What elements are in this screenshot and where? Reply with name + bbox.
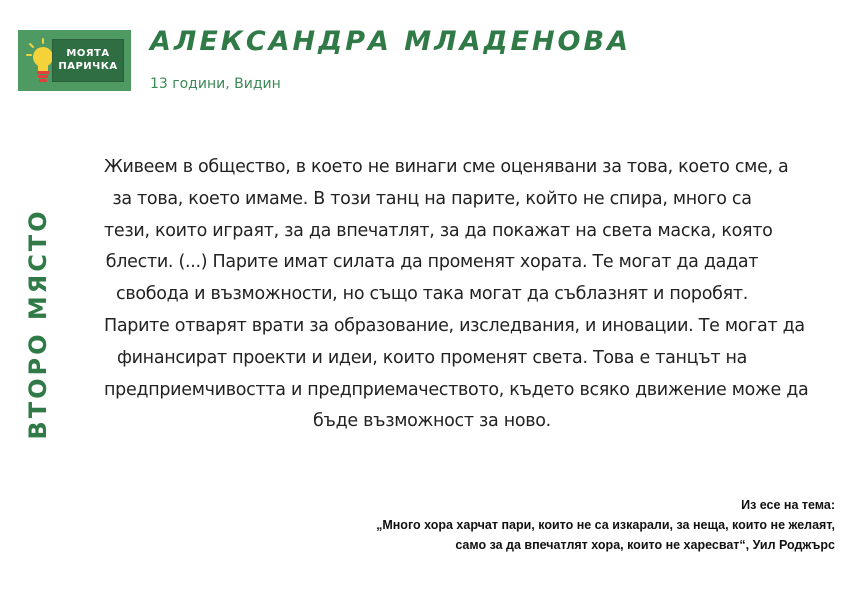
logo-text-box [52, 39, 124, 82]
essay-line: финансират проекти и идеи, които променят света. Това е танцът на [116, 347, 748, 368]
essay-line: предприемчивостта и предприемачеството, където всяко движение може да [104, 379, 809, 400]
essay-topic-quote-line-2: само за да впечатлят хора, които не харесват“, Уил Роджърс [455, 538, 835, 552]
award-label [18, 208, 58, 440]
essay-line: за това, което имаме. В този танц на парите, който не спира, много са [112, 188, 752, 209]
essay-topic-label: Из есе на тема: [741, 498, 835, 512]
award-label-text: ВТОРО МЯСТО [24, 208, 52, 440]
author-name: АЛЕКСАНДРА МЛАДЕНОВА [150, 26, 631, 57]
essay-line: бъде възможност за ново. [313, 411, 551, 432]
logo-line-2: ПАРИЧКА [58, 61, 118, 72]
essay-topic [376, 495, 835, 555]
author-age-city: 13 години, Видин [150, 76, 281, 92]
logo [18, 30, 131, 91]
essay-line: тези, които играят, за да впечатлят, за да покажат на света маска, която [104, 220, 773, 241]
essay-topic-quote-line-1: „Много хора харчат пари, които не са изкарали, за неща, които не желаят, [376, 518, 835, 532]
logo-line-1: МОЯТА [66, 48, 110, 59]
essay-line: блести. (...) Парите имат силата да променят хората. Те могат да дадат [105, 252, 759, 273]
essay-line: свобода и възможности, но също така могат да съблазнят и поробят. [116, 284, 748, 305]
essay-excerpt [104, 152, 809, 438]
essay-line: Парите отварят врати за образование, изследвания, и иновации. Те могат да [104, 315, 805, 336]
essay-line: Живеем в общество, в което не винаги сме оценявани за това, което сме, а [104, 157, 789, 177]
